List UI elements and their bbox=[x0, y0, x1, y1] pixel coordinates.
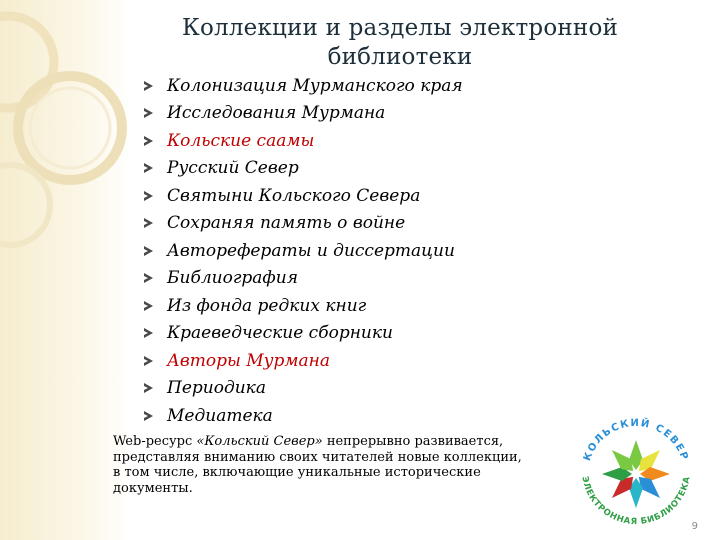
list-item[interactable] bbox=[144, 320, 463, 348]
list-item-label: Периодика bbox=[167, 378, 266, 399]
kolsky-sever-logo bbox=[568, 408, 704, 534]
list-item[interactable] bbox=[144, 237, 463, 265]
arrow-bullet-icon bbox=[144, 218, 153, 228]
logo-center bbox=[632, 470, 640, 478]
arrow-bullet-icon bbox=[144, 81, 153, 91]
resource-name[interactable]: «Кольский Север» bbox=[196, 434, 323, 449]
list-item-label: Библиография bbox=[167, 268, 298, 289]
list-item[interactable] bbox=[144, 127, 463, 155]
list-item-label: Краеведческие сборники bbox=[167, 323, 393, 344]
list-item[interactable] bbox=[144, 292, 463, 320]
page-number: 9 bbox=[691, 521, 698, 532]
list-item[interactable] bbox=[144, 182, 463, 210]
arrow-bullet-icon bbox=[144, 383, 153, 393]
arrow-bullet-icon bbox=[144, 108, 153, 118]
list-item[interactable] bbox=[144, 402, 463, 430]
list-item-label: Кольские саамы bbox=[167, 130, 315, 151]
list-item-label: Колонизация Мурманского края bbox=[167, 75, 463, 96]
list-item[interactable] bbox=[144, 210, 463, 238]
snowflake-star-icon bbox=[602, 440, 670, 508]
list-item-label: Сохраняя память о войне bbox=[167, 213, 406, 234]
logo-bottom-text: ЭЛЕКТРОННАЯ БИБЛИОТЕКА bbox=[579, 475, 693, 528]
arrow-bullet-icon bbox=[144, 356, 153, 366]
footer-line4: документы. bbox=[113, 480, 193, 496]
arrow-bullet-icon bbox=[144, 301, 153, 311]
logo-top-text: КОЛЬСКИЙ СЕВЕР bbox=[581, 417, 691, 463]
description-paragraph bbox=[113, 434, 573, 496]
list-item[interactable] bbox=[144, 72, 463, 100]
list-item-label: Авторы Мурмана bbox=[167, 350, 330, 371]
list-item[interactable] bbox=[144, 155, 463, 183]
list-item-label: Русский Север bbox=[167, 158, 299, 179]
list-item-label: Из фонда редких книг bbox=[167, 295, 367, 316]
footer-line1-rest: непрерывно развивается, bbox=[322, 434, 504, 449]
footer-line3: в том числе, включающие уникальные исторические bbox=[113, 465, 481, 480]
list-item[interactable] bbox=[144, 347, 463, 375]
arrow-bullet-icon bbox=[144, 328, 153, 338]
arrow-bullet-icon bbox=[144, 163, 153, 173]
page-title-line2: библиотеки bbox=[327, 44, 473, 70]
collections-list bbox=[144, 72, 463, 430]
arrow-bullet-icon bbox=[144, 136, 153, 146]
footer-line2: представляя вниманию своих читателей новые коллекции, bbox=[113, 449, 522, 465]
page-title-line1: Коллекции и разделы электронной bbox=[181, 15, 619, 41]
arrow-bullet-icon bbox=[144, 273, 153, 283]
list-item[interactable] bbox=[144, 375, 463, 403]
arrow-bullet-icon bbox=[144, 191, 153, 201]
list-item[interactable] bbox=[144, 100, 463, 128]
arrow-bullet-icon bbox=[144, 411, 153, 421]
page-title bbox=[130, 14, 670, 72]
list-item-label: Исследования Мурмана bbox=[167, 103, 386, 124]
list-item-label: Святыни Кольского Севера bbox=[167, 185, 421, 206]
list-item[interactable] bbox=[144, 265, 463, 293]
list-item-label: Авторефераты и диссертации bbox=[167, 240, 455, 261]
footer-prefix: Web-ресурс bbox=[113, 434, 197, 449]
list-item-label: Медиатека bbox=[167, 405, 273, 426]
arrow-bullet-icon bbox=[144, 246, 153, 256]
